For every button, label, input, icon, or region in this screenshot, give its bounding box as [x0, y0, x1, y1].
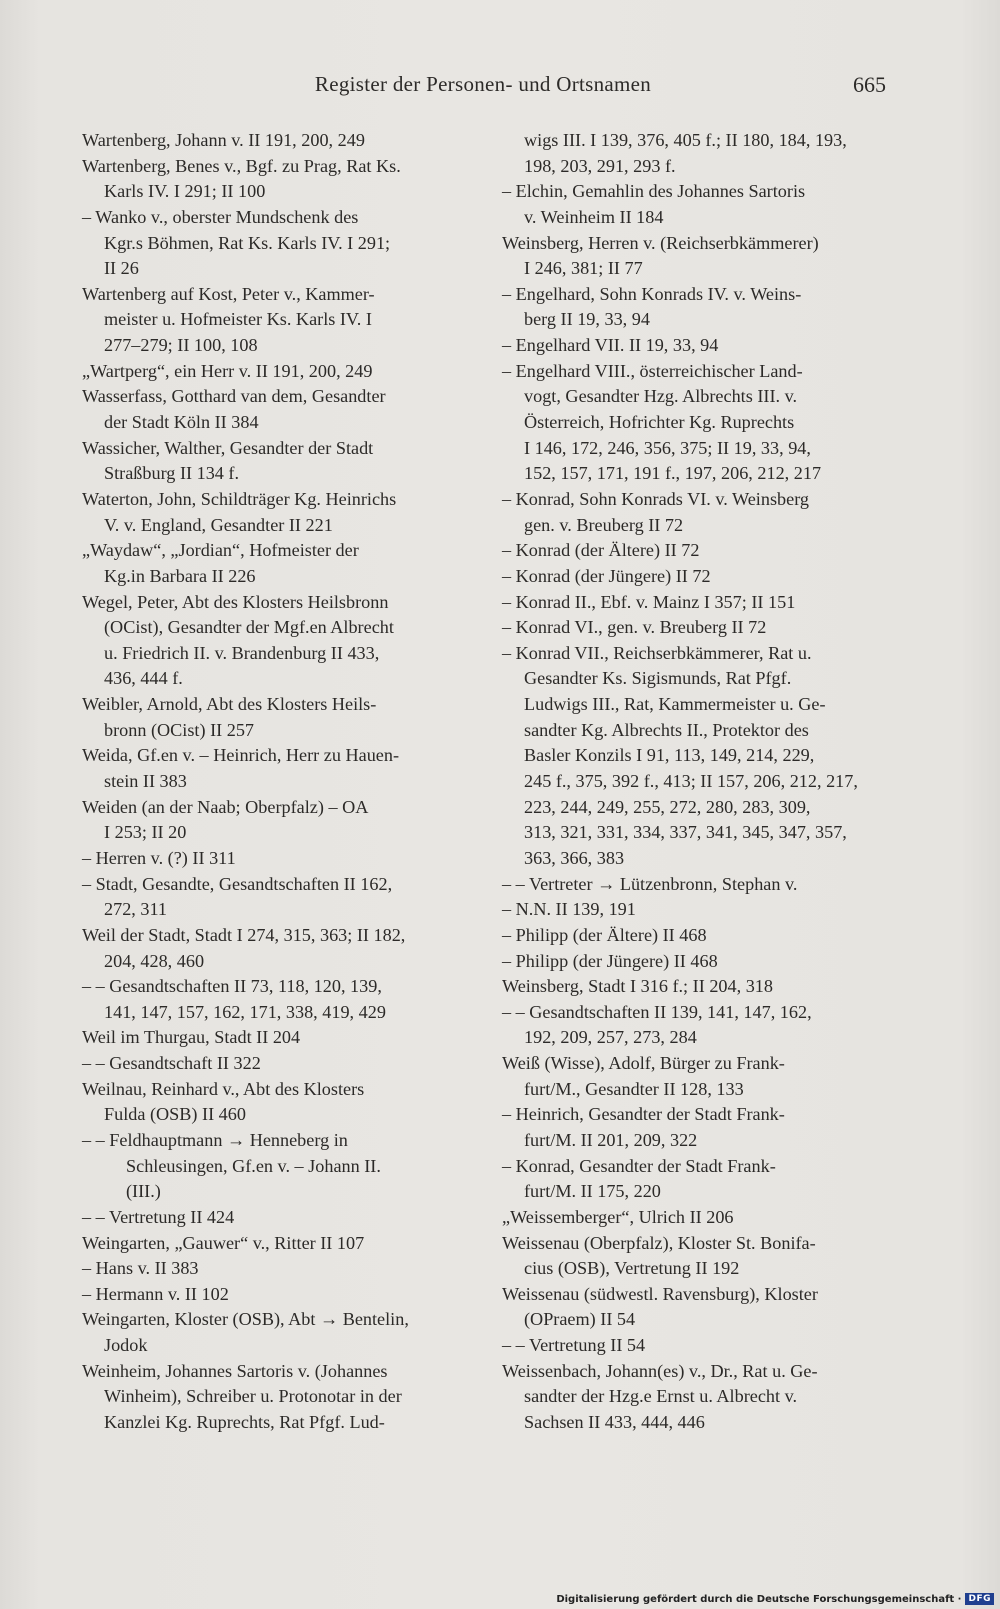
page-number: 665: [853, 72, 886, 97]
index-entry-line: 152, 157, 171, 191 f., 197, 206, 212, 217: [524, 463, 822, 484]
index-entry-line: – – Vertretung II 424: [82, 1206, 235, 1227]
index-entry-line: – Konrad, Gesandter der Stadt Frank-: [502, 1155, 776, 1176]
index-entry-line: Wartenberg, Benes v., Bgf. zu Prag, Rat Ks.: [82, 155, 401, 176]
index-entry-line: – – Vertreter → Lützenbronn, Stephan v.: [502, 873, 798, 894]
index-entry-line: – – Gesandtschaften II 139, 141, 147, 162,: [502, 1001, 812, 1022]
index-entry-line: – Hermann v. II 102: [82, 1283, 229, 1304]
index-entry-line: Kg.in Barbara II 226: [104, 565, 256, 586]
index-entry-line: Weissenbach, Johann(es) v., Dr., Rat u. Ge-: [502, 1360, 818, 1381]
index-entry-line: – Elchin, Gemahlin des Johannes Sartoris: [502, 181, 806, 202]
running-head: [80, 72, 886, 102]
index-entry-line: sandter der Hzg.e Ernst u. Albrecht v.: [524, 1386, 798, 1407]
index-entry-line: – Herren v. (?) II 311: [82, 847, 236, 868]
index-entry-line: Weilnau, Reinhard v., Abt des Klosters: [82, 1078, 365, 1099]
index-entry-line: – – Gesandtschaften II 73, 118, 120, 139,: [82, 976, 382, 997]
index-entry-line: meister u. Hofmeister Ks. Karls IV. I: [104, 309, 372, 330]
index-entry-line: u. Friedrich II. v. Brandenburg II 433,: [104, 642, 380, 663]
index-entry-line: Kanzlei Kg. Ruprechts, Rat Pfgf. Lud-: [104, 1412, 385, 1433]
index-entry-line: Ludwigs III., Rat, Kammermeister u. Ge-: [524, 694, 826, 715]
footer-credit: Digitalisierung gefördert durch die Deutsche Forschungsgemeinschaft ·: [556, 1593, 962, 1605]
index-entry-line: Fulda (OSB) II 460: [104, 1104, 246, 1125]
index-entry-line: furt/M. II 175, 220: [524, 1181, 661, 1202]
index-entry-line: Sachsen II 433, 444, 446: [524, 1412, 705, 1433]
index-entry-line: cius (OSB), Vertretung II 192: [524, 1258, 740, 1279]
index-entry-line: – Engelhard VII. II 19, 33, 94: [502, 335, 719, 356]
index-entry-line: v. Weinheim II 184: [524, 206, 664, 227]
index-entry-line: – – Gesandtschaft II 322: [82, 1053, 261, 1074]
index-entry-line: 313, 321, 331, 334, 337, 341, 345, 347, 357,: [524, 822, 847, 843]
index-entry-line: Weida, Gf.en v. – Heinrich, Herr zu Hauen-: [82, 745, 400, 766]
index-entry-line: Schleusingen, Gf.en v. – Johann II.: [126, 1155, 381, 1176]
index-entry-line: V. v. England, Gesandter II 221: [104, 514, 333, 535]
index-entry-line: (OCist), Gesandter der Mgf.en Albrecht: [104, 617, 394, 638]
index-entry-line: Weissenau (Oberpfalz), Kloster St. Bonifa-: [502, 1232, 816, 1253]
index-entry-line: Jodok: [104, 1335, 148, 1356]
index-entry-line: Waterton, John, Schildträger Kg. Heinrichs: [82, 488, 397, 509]
index-entry-line: – Konrad (der Jüngere) II 72: [502, 565, 711, 586]
index-entry-line: – Konrad II., Ebf. v. Mainz I 357; II 151: [502, 591, 796, 612]
index-entry-line: (OPraem) II 54: [524, 1309, 636, 1330]
index-entry-line: 277–279; II 100, 108: [104, 335, 258, 356]
index-entry-line: Winheim), Schreiber u. Protonotar in der: [104, 1386, 402, 1407]
index-entry-line: 204, 428, 460: [104, 950, 205, 971]
index-entry-line: Weingarten, „Gauwer“ v., Ritter II 107: [82, 1232, 365, 1253]
index-entry-line: der Stadt Köln II 384: [104, 412, 259, 433]
index-entry-line: – Heinrich, Gesandter der Stadt Frank-: [502, 1104, 785, 1125]
digitization-footer: [556, 1593, 994, 1605]
index-entry-line: sandter Kg. Albrechts II., Protektor des: [524, 719, 809, 740]
index-entry-line: Weibler, Arnold, Abt des Klosters Heils-: [82, 694, 377, 715]
index-column-right: [502, 128, 902, 1436]
index-entry-line: – Wanko v., oberster Mundschenk des: [82, 206, 359, 227]
dfg-logo: DFG: [965, 1593, 994, 1605]
index-entry-line: II 26: [104, 258, 139, 279]
index-entry-line: – Konrad VII., Reichserbkämmerer, Rat u.: [502, 642, 812, 663]
index-entry-line: Weil der Stadt, Stadt I 274, 315, 363; II 182,: [82, 924, 406, 945]
index-entry-line: „Waydaw“, „Jordian“, Hofmeister der: [82, 540, 359, 561]
index-entry-line: 436, 444 f.: [104, 668, 183, 689]
index-entry-line: I 246, 381; II 77: [524, 258, 643, 279]
index-entry-line: Weissenau (südwestl. Ravensburg), Kloster: [502, 1283, 818, 1304]
index-entry-line: Basler Konzils I 91, 113, 149, 214, 229,: [524, 745, 815, 766]
index-entry-line: Wartenberg auf Kost, Peter v., Kammer-: [82, 283, 375, 304]
index-entry-line: Wassicher, Walther, Gesandter der Stadt: [82, 437, 374, 458]
index-entry-line: Straßburg II 134 f.: [104, 463, 240, 484]
index-entry-line: Österreich, Hofrichter Kg. Ruprechts: [524, 412, 795, 433]
index-entry-line: gen. v. Breuberg II 72: [524, 514, 684, 535]
index-entry-line: Weinsberg, Herren v. (Reichserbkämmerer): [502, 232, 819, 253]
page-title: Register der Personen- und Ortsnamen: [314, 72, 652, 96]
index-entry-line: Wartenberg, Johann v. II 191, 200, 249: [82, 130, 365, 150]
index-entry-line: Wasserfass, Gotthard van dem, Gesandter: [82, 386, 386, 407]
index-entry-line: 192, 209, 257, 273, 284: [524, 1027, 697, 1048]
index-entry-line: Weiß (Wisse), Adolf, Bürger zu Frank-: [502, 1053, 785, 1074]
index-entry-line: 363, 366, 383: [524, 847, 625, 868]
index-entry-line: Wegel, Peter, Abt des Klosters Heilsbronn: [82, 591, 389, 612]
index-entry-line: bronn (OCist) II 257: [104, 719, 255, 740]
index-entry-line: wigs III. I 139, 376, 405 f.; II 180, 184, 193,: [524, 130, 847, 150]
index-entry-line: I 146, 172, 246, 356, 375; II 19, 33, 94,: [524, 437, 811, 458]
index-entry-line: – Stadt, Gesandte, Gesandtschaften II 162,: [82, 873, 393, 894]
index-entry-line: stein II 383: [104, 771, 187, 792]
index-entry-line: Weinsberg, Stadt I 316 f.; II 204, 318: [502, 976, 773, 997]
index-entry-line: – Philipp (der Ältere) II 468: [502, 924, 707, 945]
index-entry-line: 198, 203, 291, 293 f.: [524, 155, 676, 176]
index-entry-line: Weil im Thurgau, Stadt II 204: [82, 1027, 301, 1048]
index-entry-line: furt/M., Gesandter II 128, 133: [524, 1078, 744, 1099]
index-entry-line: furt/M. II 201, 209, 322: [524, 1129, 698, 1150]
index-entry-line: I 253; II 20: [104, 822, 187, 843]
index-entry-line: Gesandter Ks. Sigismunds, Rat Pfgf.: [524, 668, 792, 689]
index-entry-line: 245 f., 375, 392 f., 413; II 157, 206, 212, 217,: [524, 771, 858, 792]
index-entry-line: – Konrad, Sohn Konrads VI. v. Weinsberg: [502, 488, 810, 509]
index-entry-line: – Engelhard VIII., österreichischer Land-: [502, 360, 803, 381]
index-entry-line: – Philipp (der Jüngere) II 468: [502, 950, 718, 971]
index-entry-line: Weingarten, Kloster (OSB), Abt → Bentelin,: [82, 1309, 409, 1330]
index-entry-line: 223, 244, 249, 255, 272, 280, 283, 309,: [524, 796, 811, 817]
index-entry-line: – N.N. II 139, 191: [502, 899, 636, 920]
index-entry-line: Kgr.s Böhmen, Rat Ks. Karls IV. I 291;: [104, 232, 391, 253]
index-entry-line: – Konrad (der Ältere) II 72: [502, 540, 700, 561]
index-entry-line: – – Feldhauptmann → Henneberg in: [82, 1129, 348, 1150]
index-entry-line: – Konrad VI., gen. v. Breuberg II 72: [502, 617, 767, 638]
index-entry-line: vogt, Gesandter Hzg. Albrechts III. v.: [524, 386, 798, 407]
index-entry-line: – Hans v. II 383: [82, 1258, 199, 1279]
index-entry-line: Karls IV. I 291; II 100: [104, 181, 266, 202]
index-entry-line: – – Vertretung II 54: [502, 1335, 646, 1356]
index-entry-line: 141, 147, 157, 162, 171, 338, 419, 429: [104, 1001, 386, 1022]
index-entry-line: Weinheim, Johannes Sartoris v. (Johannes: [82, 1360, 388, 1381]
index-column-left: [82, 128, 482, 1436]
index-entry-line: Weiden (an der Naab; Oberpfalz) – OA: [82, 796, 369, 817]
index-entry-line: berg II 19, 33, 94: [524, 309, 650, 330]
index-entry-line: 272, 311: [104, 899, 167, 920]
index-entry-line: (III.): [126, 1181, 161, 1202]
index-entry-line: – Engelhard, Sohn Konrads IV. v. Weins-: [502, 283, 802, 304]
index-entry-line: „Wartperg“, ein Herr v. II 191, 200, 249: [82, 360, 373, 381]
index-entry-line: „Weissemberger“, Ulrich II 206: [502, 1206, 734, 1227]
